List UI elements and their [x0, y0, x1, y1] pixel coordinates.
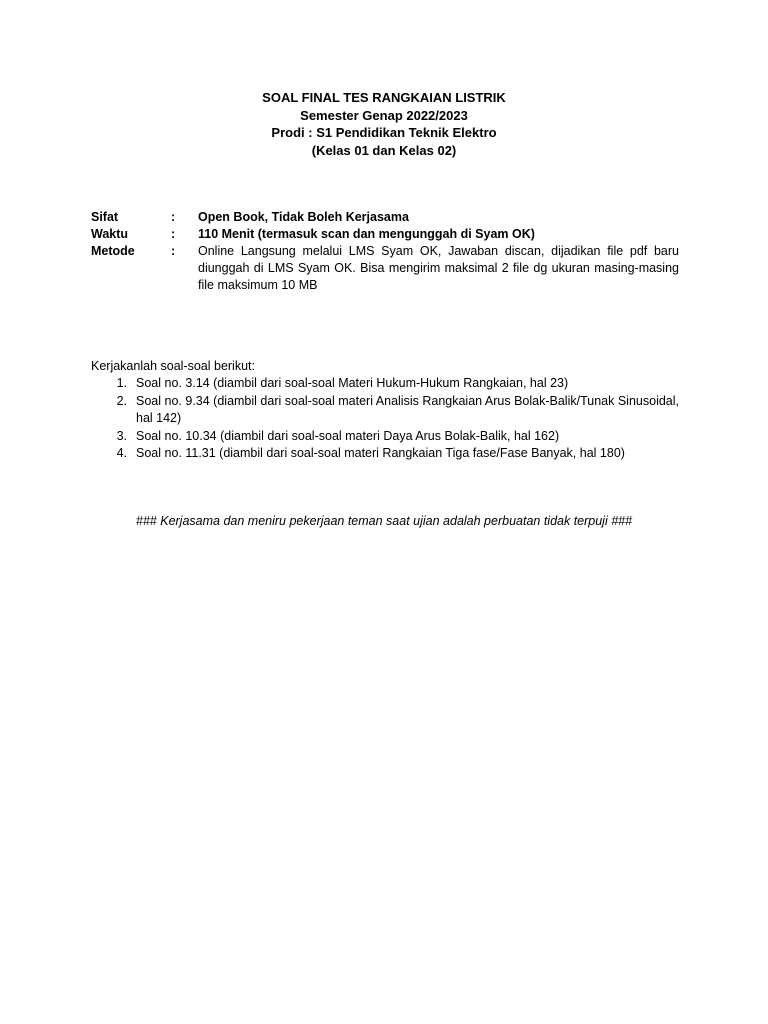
info-value-metode: Online Langsung melalui LMS Syam OK, Jawaban discan, dijadikan file pdf baru diunggah di LMS Syam OK. Bisa mengirim maksimal 2 file dg ukuran masing-masing file maksimum 10 MB — [198, 244, 679, 292]
question-number: 1. — [116, 376, 127, 390]
info-label-sifat: Sifat — [91, 210, 119, 224]
info-label-metode: Metode — [91, 244, 135, 258]
title-line-exam: SOAL FINAL TES RANGKAIAN LISTRIK — [262, 90, 506, 105]
question-text: Soal no. 3.14 (diambil dari soal-soal Materi Hukum-Hukum Rangkaian, hal 23) — [136, 376, 569, 390]
exam-info — [91, 209, 679, 294]
info-row-metode — [91, 243, 679, 294]
info-value-waktu: 110 Menit (termasuk scan dan mengunggah di Syam OK) — [198, 227, 535, 241]
question-number: 2. — [116, 393, 127, 408]
question-text: Soal no. 9.34 (diambil dari soal-soal materi Analisis Rangkaian Arus Bolak-Balik/Tunak Sinusoidal, hal 142) — [136, 393, 679, 425]
question-number: 3. — [116, 428, 127, 443]
title-line-kelas: (Kelas 01 dan Kelas 02) — [311, 142, 457, 158]
info-row-waktu — [91, 226, 679, 243]
list-item — [91, 428, 679, 446]
list-item — [91, 445, 679, 463]
info-colon: : — [171, 227, 176, 241]
list-item — [91, 393, 679, 428]
info-row-sifat — [91, 209, 679, 226]
question-text: Soal no. 11.31 (diambil dari soal-soal materi Rangkaian Tiga fase/Fase Banyak, hal 180) — [136, 446, 625, 460]
info-colon: : — [171, 210, 176, 224]
instructions-intro: Kerjakanlah soal-soal berikut: — [91, 359, 255, 373]
info-colon: : — [171, 244, 176, 258]
title-line-prodi: Prodi : S1 Pendidikan Teknik Elektro — [271, 125, 497, 140]
info-label-waktu: Waktu — [91, 227, 129, 241]
question-list — [91, 375, 679, 463]
info-value-sifat: Open Book, Tidak Boleh Kerjasama — [198, 210, 409, 224]
question-instructions — [91, 358, 679, 463]
title-line-semester: Semester Genap 2022/2023 — [300, 107, 468, 123]
list-item — [91, 375, 679, 393]
document-title — [0, 89, 768, 159]
question-number: 4. — [116, 446, 127, 460]
question-text: Soal no. 10.34 (diambil dari soal-soal materi Daya Arus Bolak-Balik, hal 162) — [136, 428, 560, 443]
integrity-note: ### Kerjasama dan meniru pekerjaan teman saat ujian adalah perbuatan tidak terpuji ### — [135, 514, 633, 528]
